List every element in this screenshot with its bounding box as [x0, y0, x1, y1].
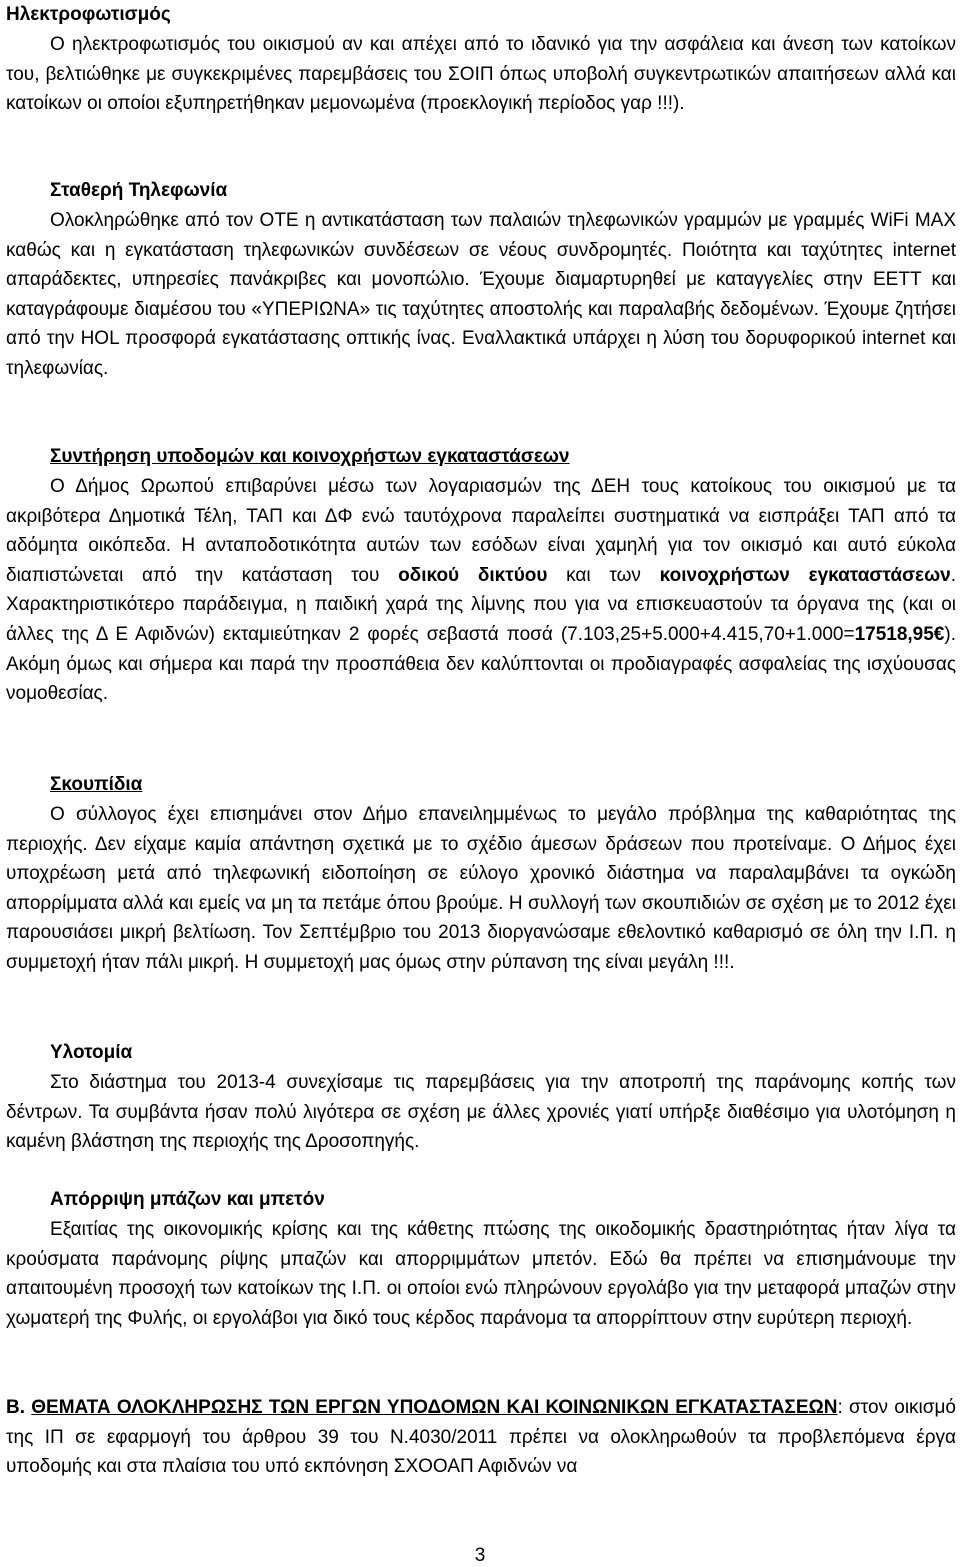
section-logging [6, 1038, 956, 1157]
section-heading: Υλοτομία [50, 1042, 133, 1063]
section-b [6, 1393, 956, 1482]
text-run: και των [547, 564, 660, 586]
text-run: : στον οικισμό της ΙΠ σε εφαρμογή του άρθρου 39 του Ν.4030/2011 πρέπει να ολοκληρωθούν τα προβλεπόμενα έργα υποδομής και στα πλαίσια του υπό εκπόνηση ΣΧΟΟΑΠ Αφιδνών να [6, 1397, 957, 1478]
section-heading: Συντήρηση υποδομών και κοινοχρήστων εγκαταστάσεων [50, 446, 570, 467]
paragraph: Ολοκληρώθηκε από τον ΟΤΕ η αντικατάσταση των παλαιών τηλεφωνικών γραμμών με γραμμές WiFi MAX καθώς και η εγκατάσταση τηλεφωνικών συνδέσεων σε νέους συνδρομητές. Ποιότητα και ταχύτητες internet απαράδεκτες, υπηρεσίες πανάκριβες και μονοπώλιο. Έχουμε διαμαρτυρηθεί με καταγγελίες στην ΕΕΤΤ και καταγράφουμε διαμέσου του «ΥΠΕΡΙΩΝΑ» τις ταχύτητες αποστολής και παραλαβής δεδομένων. Έχουμε ζητήσει από την HOL προσφορά εγκατάστασης οπτικής ίνας. Εναλλακτικά υπάρχει η λύση του δορυφορικού internet και τηλεφωνίας. [6, 210, 956, 379]
section-heading: Ηλεκτροφωτισμός [6, 4, 171, 25]
paragraph: Εξαιτίας της οικονομικής κρίσης και της κάθετης πτώσης της οικοδομικής δραστηριότητας ήταν λίγα τα κρούσματα παράνομης ρίψης μπαζών και απορριμμάτων μπετόν. Εδώ θα πρέπει να επισημάνουμε την απαιτουμένη προσοχή των κατοίκων της Ι.Π. οι οποίοι ενώ πληρώνουν εργολάβο για την μεταφορά μπαζών στην χωματερή της Φυλής, οι εργολάβοι για δικό τους κέρδος παράνομα τα απορρίπτουν στην ευρύτερη περιοχή. [6, 1219, 956, 1329]
section-heading: Απόρριψη μπάζων και μπετόν [50, 1189, 325, 1210]
section-waste [6, 770, 956, 978]
section-heading: Σκουπίδια [50, 774, 143, 795]
section-number: Β. [6, 1397, 25, 1418]
page-number: 3 [474, 1545, 486, 1566]
text-run: Ο Δήμος Ωρωπού επιβαρύνει μέσω των λογαριασμών της ΔΕΗ τους κατοίκους του οικισμού με τα ακριβότερα Δημοτικά Τέλη, ΤΑΠ και ΔΦ ενώ ταυτόχρονα παραλείπει συστηματικά να εισπράξει ΤΑΠ από τα αδόμητα οικόπεδα. Η ανταποδοτικότητα αυτών των εσόδων είναι χαμηλή για τον οικισμό και αυτό εύκολα διαπιστώνεται από την κατάσταση του [6, 476, 956, 586]
bold-total-amount: 17518,95€ [854, 623, 945, 645]
paragraph [6, 1393, 956, 1482]
text-run: ). Ακόμη όμως και σήμερα και παρά την προσπάθεια δεν καλύπτονται οι προδιαγραφές ασφαλείας της ισχύουσας νομοθεσίας. [6, 623, 956, 705]
paragraph [6, 472, 956, 709]
paragraph: Ο ηλεκτροφωτισμός του οικισμού αν και απέχει από το ιδανικό για την ασφάλεια και άνεση των κατοίκων του, βελτιώθηκε με συγκεκριμένες παρεμβάσεις του ΣΟΙΠ όπως υποβολή συγκεντρωτικών απαιτήσεων αλλά και κατοίκων οι οποίοι εξυπηρετήθηκαν μεμονωμένα (προεκλογική περίοδος γαρ !!!). [6, 34, 956, 115]
paragraph: Ο σύλλογος έχει επισημάνει στον Δήμο επανειλημμένως το μεγάλο πρόβλημα της καθαριότητας της περιοχής. Δεν είχαμε καμία απάντηση σχετικά με το σχέδιο άμεσων δράσεων που προτείναμε. Ο Δήμος έχει υποχρέωση μετά από τηλεφωνική ειδοποίηση σε εύλογο χρονικό διάστημα να παραλαμβάνει τα ογκώδη απορρίμματα αλλά και εμείς να μη τα πετάμε όπου βρούμε. Η συλλογή των σκουπιδιών σε σχέση με το 2012 έχει παρουσιάσει μικρή βελτίωση. Τον Σεπτέμβριο του 2013 διοργανώσαμε εθελοντικό καθαρισμό σε όλη την Ι.Π. η συμμετοχή ήταν πάλι μικρή. Η συμμετοχή μας όμως στην ρύπανση της είναι μεγάλη !!!. [6, 804, 956, 973]
section-title: ΘΕΜΑΤΑ ΟΛΟΚΛΗΡΩΣΗΣ ΤΩΝ ΕΡΓΩΝ ΥΠΟΔΟΜΩΝ ΚΑΙ ΚΟΙΝΩΝΙΚΩΝ ΕΓΚΑΤΑΣΤΑΣΕΩΝ [31, 1397, 838, 1418]
section-telephony [6, 176, 956, 384]
section-dumping [6, 1185, 956, 1333]
section-heading: Σταθερή Τηλεφωνία [50, 180, 228, 201]
paragraph: Στο διάστημα του 2013-4 συνεχίσαμε τις παρεμβάσεις για την αποτροπή της παράνομης κοπής των δέντρων. Τα συμβάντα ήσαν πολύ λιγότερα σε σχέση με άλλες χρονιές γιατί υπήρξε διαθέσιμο για υλοτόμηση η καμένη βλάστηση της περιοχής της Δροσοπηγής. [6, 1072, 956, 1153]
bold-common-facilities: κοινοχρήστων εγκαταστάσεων [659, 564, 951, 586]
bold-road-network: οδικού δικτύου [398, 564, 548, 586]
section-electrification [6, 0, 956, 119]
text-run: . Χαρακτηριστικότερο παράδειγμα, η παιδική χαρά της λίμνης που για να επισκευαστούν τα όργανα της (και οι άλλες της Δ Ε Αφιδνών) εκταμιεύτηκαν 2 φορές σεβαστά ποσά (7.103,25+5.000+4.415,70+1.000= [6, 564, 956, 645]
section-maintenance [6, 442, 956, 709]
